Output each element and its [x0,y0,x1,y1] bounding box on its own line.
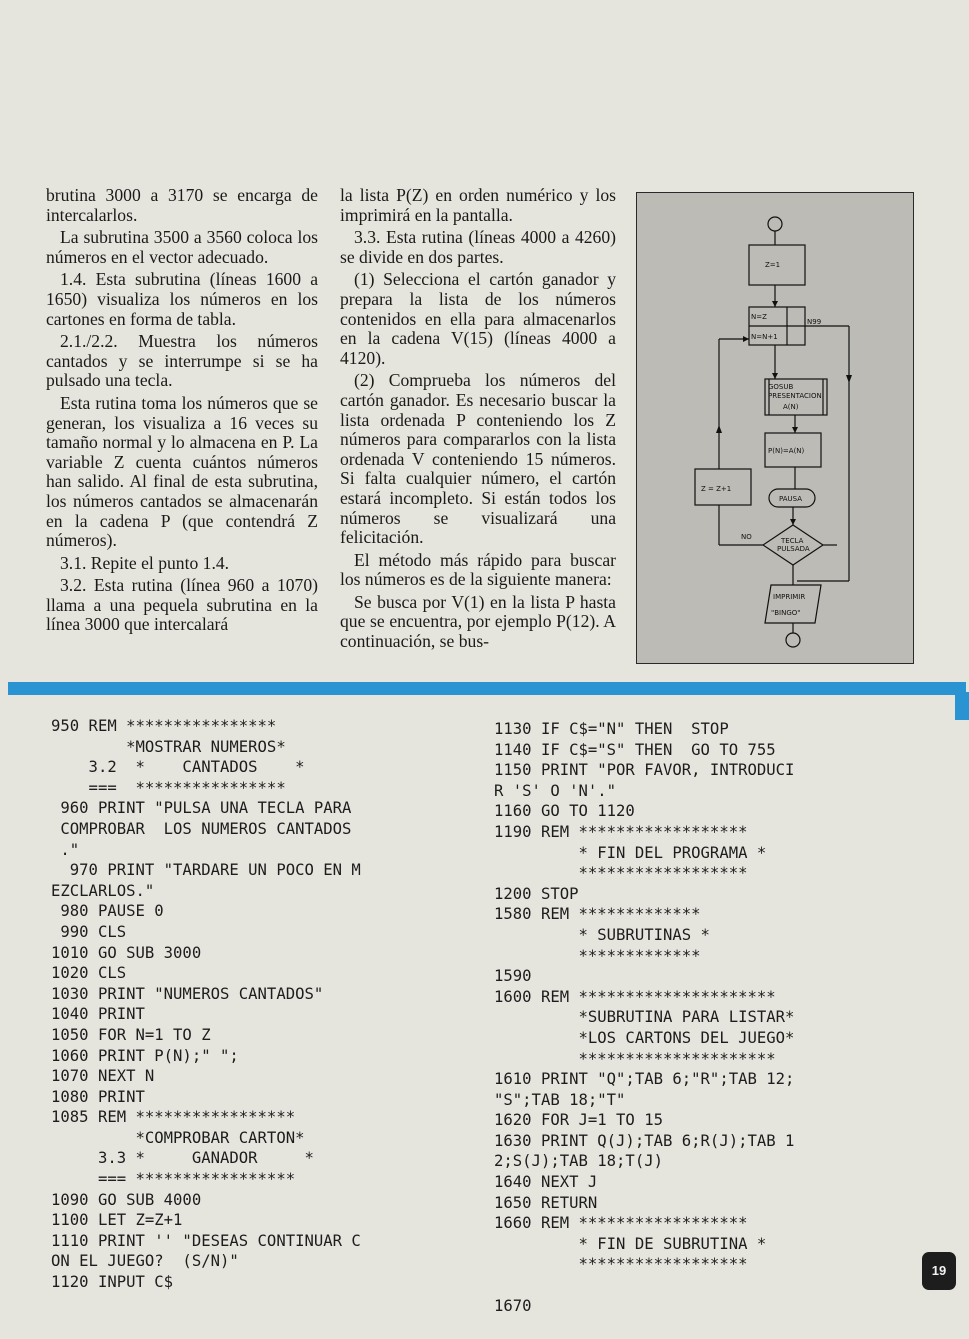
code-line: 1600 REM ********************* [494,987,776,1006]
code-line: 1110 PRINT '' "DESEAS CONTINUAR C [51,1231,361,1250]
code-line: ************* [494,946,701,965]
flowchart-svg [637,193,913,663]
code-line: 1080 PRINT [51,1087,145,1106]
article-column-left [46,186,318,638]
flow-text-imprimir: IMPRIMIR [773,593,806,601]
code-line: === **************** [51,778,286,797]
page-number-badge: 19 [922,1252,956,1290]
start-terminal [768,217,782,231]
code-line: 1130 IF C$="N" THEN STOP [494,720,729,738]
code-line: ON EL JUEGO? (S/N)" [51,1252,239,1271]
code-line: *COMPROBAR CARTON* [51,1128,305,1147]
flow-text-pause: PAUSA [779,495,803,503]
code-line: 1090 GO SUB 4000 [51,1190,202,1209]
code-line: R 'S' O 'N'." [494,781,617,800]
flow-text-bingo: "BINGO" [771,609,801,617]
code-line: 1085 REM ***************** [51,1108,296,1127]
code-line: ********************* [494,1049,776,1068]
code-line: 970 PRINT "TARDARE UN POCO EN M [51,861,361,880]
flow-text-n99: N99 [807,318,822,326]
code-listing-right [494,719,794,1316]
code-line: 1120 INPUT C$ [51,1273,174,1292]
code-line: 1010 GO SUB 3000 [51,943,202,962]
code-line: 1020 CLS [51,964,127,983]
code-line: 1610 PRINT "Q";TAB 6;"R";TAB 12; [494,1070,795,1089]
code-line: 1650 RETURN [494,1193,598,1212]
flow-text-n-equals-z: N=Z [751,313,767,321]
code-line: * FIN DE SUBRUTINA * [494,1234,767,1253]
code-line: 1100 LET Z=Z+1 [51,1211,183,1230]
code-line: 1190 REM ****************** [494,822,748,841]
code-line: 3.3 * GANADOR * [51,1149,314,1168]
paragraph: 3.1. Repite el punto 1.4. [60,552,230,573]
flow-text-pulsada: PULSADA [777,545,810,553]
code-line: 960 PRINT "PULSA UNA TECLA PARA [51,799,352,818]
code-line: 1200 STOP [494,884,579,903]
paragraph: 1.4. Esta subrutina (líneas 1600 a 1650) visualiza los números en los cartones en forma de tabla. [46,269,318,329]
code-line: 2;S(J);TAB 18;T(J) [494,1152,663,1171]
section-divider-bar [8,682,966,695]
paragraph: (1) Selecciona el cartón ganador y prepara la lista de los números contenidos en ella para almacenarlos en la cadena V(15) (líneas 4000 a 4120). [340,269,616,368]
paragraph: 3.3. Esta rutina (líneas 4000 a 4260) se divide en dos partes. [340,227,616,267]
article-column-right [340,186,616,655]
code-line: 1070 NEXT N [51,1067,155,1086]
flow-text-increment: Z = Z+1 [701,485,732,493]
section-divider-edge [955,692,969,720]
flow-text-assign: P(N)=A(N) [768,447,805,455]
code-line: 990 CLS [51,922,127,941]
code-line: 1160 GO TO 1120 [494,802,635,821]
code-listing-left [51,716,361,1293]
flow-text-gosub: GOSUB [768,383,794,391]
code-line: *SUBRUTINA PARA LISTAR* [494,1008,795,1027]
flowchart-figure [636,192,914,664]
code-line: 1640 NEXT J [494,1173,598,1192]
code-line: ." [51,840,80,859]
code-line: 1030 PRINT "NUMEROS CANTADOS" [51,984,324,1003]
code-line: EZCLARLOS." [51,881,155,900]
code-line: ****************** [494,1255,748,1274]
code-line: 1050 FOR N=1 TO Z [51,1025,211,1044]
paragraph: (2) Comprueba los números del cartón ganador. Es necesario buscar la lista ordenada P conteniendo los Z números para compararlos con la lista ordenada V conteniendo 15 números. Si falta cualquier número, el cartón estará incompleto. Si están todos los números se visualizará una felicitación. [340,370,616,548]
code-line: 1670 [494,1296,532,1315]
code-line: * FIN DEL PROGRAMA * [494,843,767,862]
box-print [765,585,821,623]
code-line: 1140 IF C$="S" THEN GO TO 755 [494,740,776,759]
end-terminal [786,633,800,647]
code-line: 1620 FOR J=1 TO 15 [494,1111,663,1130]
paragraph: Se busca por V(1) en la lista P hasta que se encuentra, por ejemplo P(12). A continuación, se bus- [340,591,616,652]
code-line: 3.2 * CANTADOS * [51,758,305,777]
code-line [494,1275,794,1296]
code-line: ****************** [494,864,748,883]
code-line: * SUBRUTINAS * [494,925,710,944]
code-line: "S";TAB 18;"T" [494,1090,626,1109]
code-line: 1580 REM ************* [494,905,701,924]
paragraph: La subrutina 3500 a 3560 coloca los números en el vector adecuado. [46,227,318,267]
flow-text-n-increment: N=N+1 [751,333,778,341]
code-line: 1590 [494,967,532,986]
code-line: *LOS CARTONS DEL JUEGO* [494,1028,795,1047]
paragraph: El método más rápido para buscar los números es de la siguiente manera: [340,549,616,590]
paragraph: Esta rutina toma los números que se generan, los visualiza a 16 veces su tamaño normal y lo almacena en P. La variable Z cuenta cuántos números han salido. Al final de esta subrutina, los números cantados se almacenarán en la cadena P (que contendrá Z números). [46,392,318,551]
paragraph: brutina 3000 a 3170 se encarga de intercalarlos. [46,185,318,225]
flow-text-z-init: Z=1 [765,261,781,269]
code-line: 1630 PRINT Q(J);TAB 6;R(J);TAB 1 [494,1131,795,1150]
code-line: 1150 PRINT "POR FAVOR, INTRODUCI [494,761,795,780]
code-line: 980 PAUSE 0 [51,902,164,921]
code-line: *MOSTRAR NUMEROS* [51,737,286,756]
code-line: === ***************** [51,1170,296,1189]
code-line: 950 REM **************** [51,717,277,735]
code-line: COMPROBAR LOS NUMEROS CANTADOS [51,819,352,838]
code-line: 1040 PRINT [51,1005,145,1024]
flow-text-no: NO [741,533,752,541]
code-line: 1060 PRINT P(N);" "; [51,1046,239,1065]
code-line: 1660 REM ****************** [494,1214,748,1233]
paragraph: la lista P(Z) en orden numérico y los imprimirá en la pantalla. [340,185,616,225]
paragraph: 2.1./2.2. Muestra los números cantados y se interrumpe si se ha pulsado una tecla. [46,331,318,391]
flow-text-presentacion: PRESENTACION [768,392,822,400]
paragraph: 3.2. Esta rutina (línea 960 a 1070) llama a una pequela subrutina en la línea 3000 que intercalará [46,575,318,635]
flow-text-tecla: TECLA [781,537,804,545]
flow-text-a-n: A(N) [783,403,799,411]
